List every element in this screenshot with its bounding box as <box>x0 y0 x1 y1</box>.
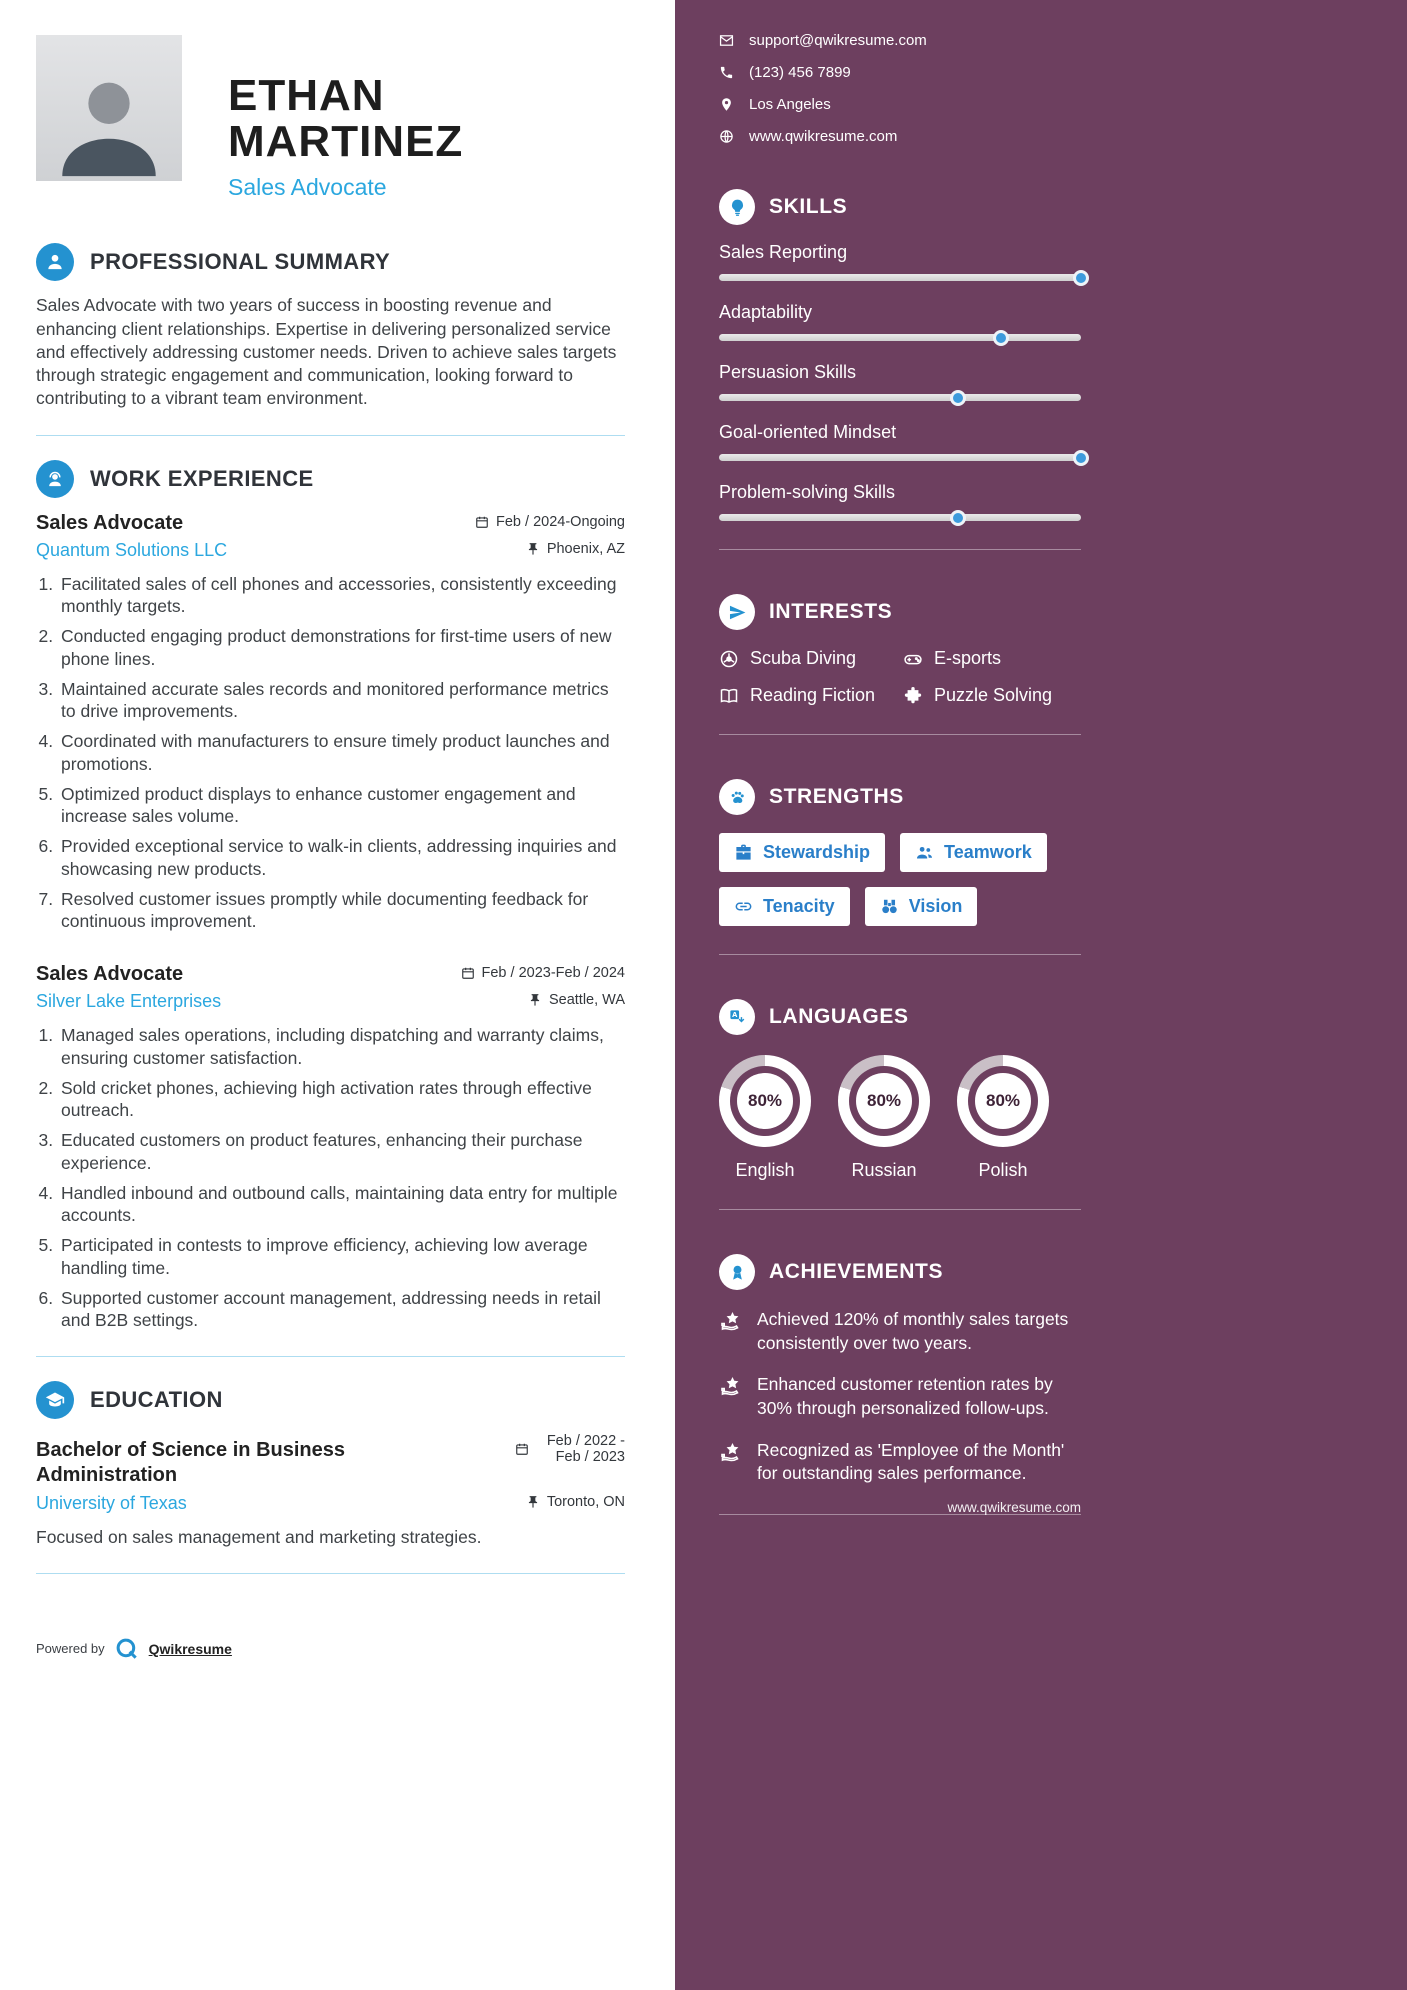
paw-icon <box>719 779 755 815</box>
education-location: Toronto, ON <box>526 1494 625 1510</box>
work-experience-section <box>36 460 625 1333</box>
summary-heading: PROFESSIONAL SUMMARY <box>90 249 391 275</box>
language-item <box>838 1055 930 1181</box>
education-section <box>36 1381 625 1549</box>
support-person-icon <box>36 460 74 498</box>
languages-list <box>719 1055 1081 1181</box>
divider <box>719 1209 1081 1210</box>
skill-item: Sales Reporting <box>719 242 1081 281</box>
person-silhouette-icon <box>50 63 168 181</box>
professional-summary-section <box>36 243 625 410</box>
job-bullet: 2. Sold cricket phones, achieving high activation rates through effective outreach. <box>58 1077 625 1123</box>
achievement-star-icon <box>719 1375 743 1399</box>
identity-header <box>36 35 625 201</box>
interest-item: Scuba Diving <box>719 648 897 669</box>
pin-icon <box>528 993 542 1007</box>
skill-item: Goal-oriented Mindset <box>719 422 1081 461</box>
job-bullet-list <box>58 573 625 934</box>
job-entry <box>36 512 625 934</box>
powered-by-footer <box>36 1636 625 1682</box>
skills-section-header <box>719 189 1081 225</box>
job-bullet: 5. Participated in contests to improve efficiency, achieving low average handling time. <box>58 1234 625 1280</box>
job-entry <box>36 963 625 1332</box>
binoculars-icon <box>880 897 899 916</box>
skill-slider[interactable] <box>719 334 1081 341</box>
language-percent: 80% <box>737 1073 793 1129</box>
website-link[interactable]: www.qwikresume.com <box>749 128 898 145</box>
job-bullet: 1. Facilitated sales of cell phones and accessories, consistently exceeding monthly targets. <box>58 573 625 619</box>
company-link[interactable]: Silver Lake Enterprises <box>36 991 222 1012</box>
achievement-item: Enhanced customer retention rates by 30% through personalized follow-ups. <box>719 1373 1081 1420</box>
divider <box>719 734 1081 735</box>
person-icon <box>36 243 74 281</box>
summary-text: Sales Advocate with two years of success in boosting revenue and enhancing client relationships. Expertise in delivering personalized service and effectively addressing customer needs. Driven to achieve sales targets through strategic engagement and communication, looking forward to contributing to a vibrant team environment. <box>36 295 617 409</box>
location-text: Los Angeles <box>749 96 831 113</box>
skill-item: Adaptability <box>719 302 1081 341</box>
candidate-name: ETHAN MARTINEZ <box>228 71 464 167</box>
divider <box>36 435 625 436</box>
open-book-icon <box>719 686 739 706</box>
job-bullet: 7. Resolved customer issues promptly while documenting feedback for continuous improvement. <box>58 888 625 934</box>
company-link[interactable]: Quantum Solutions LLC <box>36 539 228 560</box>
profile-photo <box>36 35 182 181</box>
chain-link-icon <box>734 897 753 916</box>
graduation-cap-icon <box>36 1381 74 1419</box>
achievements-list <box>719 1308 1081 1486</box>
interest-item: Reading Fiction <box>719 685 897 706</box>
contact-block <box>719 32 1081 145</box>
skill-slider[interactable] <box>719 514 1081 521</box>
briefcase-icon <box>734 843 753 862</box>
language-percent: 80% <box>856 1073 912 1129</box>
job-title: Sales Advocate <box>36 963 184 986</box>
divider <box>719 954 1081 955</box>
achievements-section-header <box>719 1254 1081 1290</box>
job-dates: Feb / 2023-Feb / 2024 <box>461 965 626 981</box>
job-bullet: 5. Optimized product displays to enhance customer engagement and increase sales volume. <box>58 783 625 829</box>
degree-title: Bachelor of Science in Business Administration <box>36 1439 345 1487</box>
job-bullet: 2. Conducted engaging product demonstrations for first-time users of new phone lines. <box>58 625 625 671</box>
job-location: Seattle, WA <box>528 992 625 1008</box>
achievement-star-icon <box>719 1441 743 1465</box>
language-item <box>957 1055 1049 1181</box>
paper-plane-icon <box>719 594 755 630</box>
job-location: Phoenix, AZ <box>526 541 625 557</box>
calendar-icon <box>515 1442 529 1456</box>
achievements-heading: ACHIEVEMENTS <box>769 1260 944 1283</box>
esports-gamepad-icon <box>903 649 923 669</box>
skills-heading: SKILLS <box>769 195 848 218</box>
job-title: Sales Advocate <box>36 511 184 534</box>
contact-phone-row <box>719 64 1081 81</box>
strength-badge: Tenacity <box>719 887 850 926</box>
skill-slider-handle[interactable] <box>950 390 966 406</box>
skill-slider[interactable] <box>719 454 1081 461</box>
scuba-diving-icon <box>719 649 739 669</box>
interest-item: E-sports <box>903 648 1081 669</box>
name-block <box>228 73 625 201</box>
skill-slider[interactable] <box>719 394 1081 401</box>
strength-badge: Teamwork <box>900 833 1047 872</box>
school-link[interactable]: University of Texas <box>36 1493 187 1514</box>
job-bullet: 6. Provided exceptional service to walk-in clients, addressing inquiries and showcasing new products. <box>58 835 625 881</box>
education-heading: EDUCATION <box>90 1387 223 1413</box>
lightbulb-icon <box>719 189 755 225</box>
skill-slider[interactable] <box>719 274 1081 281</box>
skill-slider-handle[interactable] <box>1073 270 1089 286</box>
interests-section-header <box>719 594 1081 630</box>
strength-badge: Vision <box>865 887 978 926</box>
languages-heading: LANGUAGES <box>769 1005 909 1028</box>
languages-section-header <box>719 999 1081 1035</box>
sidebar-column <box>675 0 1407 1990</box>
qwikresume-brand-link[interactable]: Qwikresume <box>148 1640 232 1657</box>
medal-icon <box>719 1254 755 1290</box>
team-users-icon <box>915 843 934 862</box>
interests-list <box>719 648 1081 706</box>
language-item <box>719 1055 811 1181</box>
qwikresume-logo-icon <box>114 1636 140 1662</box>
skill-slider-handle[interactable] <box>1073 450 1089 466</box>
globe-icon <box>719 129 734 144</box>
language-label: Russian <box>851 1160 917 1180</box>
education-note: Focused on sales management and marketing strategies. <box>36 1527 482 1548</box>
calendar-icon <box>461 966 475 980</box>
language-progress-ring <box>719 1055 811 1147</box>
language-progress-ring <box>838 1055 930 1147</box>
strengths-section-header <box>719 779 1081 815</box>
phone-number: (123) 456 7899 <box>749 64 851 81</box>
divider <box>36 1356 625 1357</box>
achievement-item: Achieved 120% of monthly sales targets consistently over two years. <box>719 1308 1081 1355</box>
divider <box>719 549 1081 550</box>
education-dates: Feb / 2022 - Feb / 2023 <box>515 1433 625 1465</box>
sidebar-website-link[interactable]: www.qwikresume.com <box>947 1500 1081 1515</box>
job-bullet: 4. Coordinated with manufacturers to ensure timely product launches and promotions. <box>58 730 625 776</box>
pin-icon <box>526 542 540 556</box>
calendar-icon <box>475 515 489 529</box>
job-bullet: 4. Handled inbound and outbound calls, maintaining data entry for multiple accounts. <box>58 1182 625 1228</box>
job-bullet-list <box>58 1024 625 1332</box>
achievement-star-icon <box>719 1310 743 1334</box>
skills-list <box>719 242 1081 521</box>
achievement-item: Recognized as 'Employee of the Month' for outstanding sales performance. <box>719 1439 1081 1486</box>
phone-icon <box>719 65 734 80</box>
main-column <box>0 0 675 1990</box>
skill-slider-handle[interactable] <box>950 510 966 526</box>
language-percent: 80% <box>975 1073 1031 1129</box>
translate-icon <box>719 999 755 1035</box>
map-marker-icon <box>719 97 734 112</box>
experience-heading: WORK EXPERIENCE <box>90 465 314 491</box>
contact-email-row <box>719 32 1081 49</box>
divider <box>36 1573 625 1574</box>
language-label: English <box>735 1160 795 1180</box>
skill-item: Persuasion Skills <box>719 362 1081 401</box>
skill-item: Problem-solving Skills <box>719 482 1081 521</box>
candidate-title: Sales Advocate <box>228 174 387 201</box>
pin-icon <box>526 1495 540 1509</box>
skill-slider-handle[interactable] <box>993 330 1009 346</box>
language-label: Polish <box>978 1160 1028 1180</box>
strengths-heading: STRENGTHS <box>769 785 904 808</box>
puzzle-piece-icon <box>903 686 923 706</box>
strength-badge: Stewardship <box>719 833 885 872</box>
strengths-list <box>719 833 1081 926</box>
job-bullet: 6. Supported customer account management, addressing needs in retail and B2B settings. <box>58 1287 625 1333</box>
contact-website-row <box>719 128 1081 145</box>
education-entry <box>36 1433 625 1549</box>
interest-item: Puzzle Solving <box>903 685 1081 706</box>
interests-heading: INTERESTS <box>769 600 893 623</box>
job-bullet: 3. Educated customers on product features, enhancing their purchase experience. <box>58 1129 625 1175</box>
job-dates: Feb / 2024-Ongoing <box>475 514 625 530</box>
job-bullet: 1. Managed sales operations, including dispatching and warranty claims, ensuring customer satisfaction. <box>58 1024 625 1070</box>
svg-text:A: A <box>731 1010 737 1019</box>
job-bullet: 3. Maintained accurate sales records and monitored performance metrics to drive improvements. <box>58 678 625 724</box>
envelope-icon <box>719 33 734 48</box>
language-progress-ring <box>957 1055 1049 1147</box>
powered-by-label: Powered by <box>36 1641 105 1657</box>
email-link[interactable]: support@qwikresume.com <box>749 32 927 49</box>
contact-location-row <box>719 96 1081 113</box>
